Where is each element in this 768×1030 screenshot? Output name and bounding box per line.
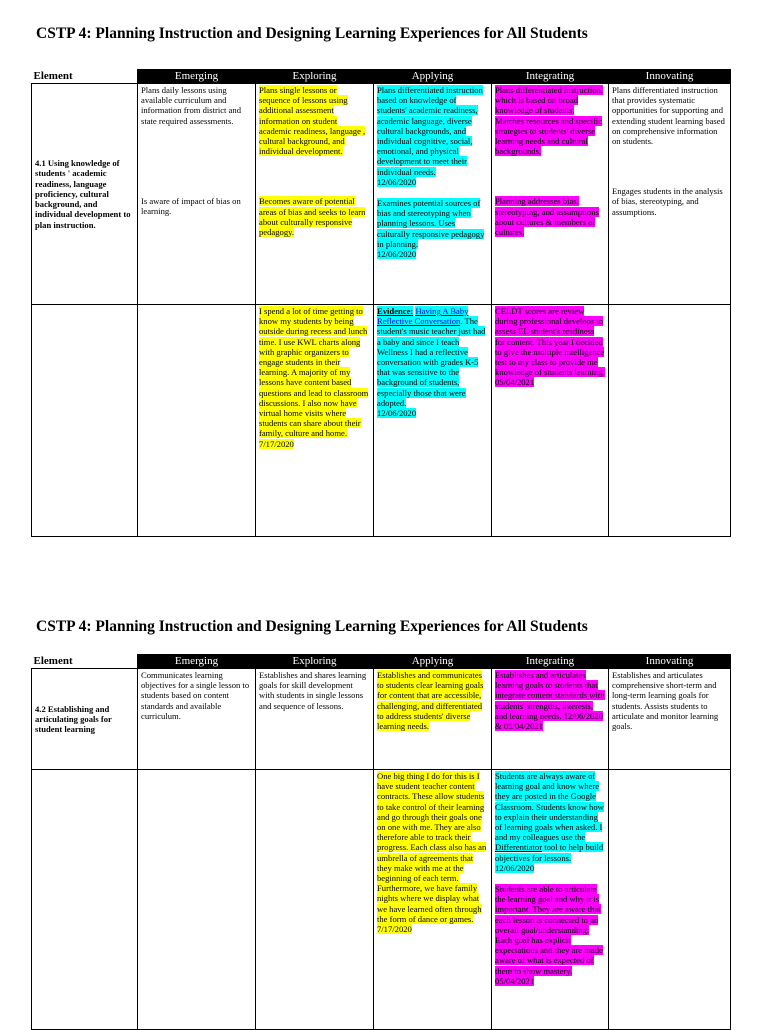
evidence-integrating-cell (492, 305, 609, 537)
applying-text-b: Examines potential sources of bias and stereotyping when planning lessons. Uses culturally responsive pedagogy in planning. (377, 198, 485, 249)
evidence-integrating-text: CELDT scores are review during professional develops to assess EL student's readiness for content. This year I decided to give the multiple intelligence test to my class to provide me knowledge of students learning. (495, 306, 605, 378)
emerging-text-b: Is aware of impact of bias on learning. (141, 195, 241, 217)
header-element-2: Element (32, 655, 138, 669)
evidence-integrating-text-b: Students are able to articulate the learning goal and why it is important. They are aware that each lesson is connected to an overall goal/understanding. Each goal has explicit expectations and they are made aware of what is expected of them to show mastery. 05/04/2021 (495, 884, 603, 986)
emerging-text-a: Plans daily lessons using available curriculum and information from district and state required assessments. (141, 85, 241, 126)
exploring-cell-2: Establishes and shares learning goals for skill development with students in single lessons and sequence of lessons. (256, 669, 374, 770)
element-label-2: 4.2 Establishing and articulating goals for student learning (35, 703, 112, 735)
element-cell (32, 84, 138, 305)
header-applying-2: Applying (374, 655, 492, 669)
integrating-text-b: Planning addresses bias, stereotyping, and assumptions about cultures & members of cultures. (495, 196, 599, 238)
integrating-cell (492, 84, 609, 305)
integrating-cell-2 (492, 669, 609, 770)
header-innovating: Innovating (609, 70, 731, 84)
header-innovating-2: Innovating (609, 655, 731, 669)
exploring-text-b: Becomes aware of potential areas of bias and seeks to learn about culturally responsive pedagogy. (259, 196, 366, 238)
header-applying: Applying (374, 70, 492, 84)
evidence-applying-cell-2 (374, 770, 492, 1030)
exploring-cell (256, 84, 374, 305)
evidence-integrating-text-a-post: tool to help build objectives for lessons. 12/06/2020 (495, 842, 604, 873)
evidence-link[interactable]: Having A Baby Reflective Conversation (377, 306, 469, 327)
innovating-cell-2: Establishes and articulates comprehensive short-term and long-term learning goals for students. Assists students to articulate and monitor learning goals. (609, 669, 731, 770)
emerging-cell (138, 84, 256, 305)
evidence-integrating-text-a-pre: Students are always aware of learning goal and know where they are posted in the Google Classroom. Students know how to explain their understanding of learning goals when asked. I and my colleagues use the (495, 771, 604, 843)
evidence-integrating-date: 05/04/2021 (495, 377, 535, 388)
evidence-innovating-cell-2 (609, 770, 731, 1030)
header-exploring: Exploring (256, 70, 374, 84)
evidence-applying-text: . The student's music teacher just had a baby and since I teach Wellness I had a reflective conversation with grades K-5 that was sensitive to the background of students, especially those that were adopted. (377, 316, 486, 408)
evidence-emerging-cell-2 (138, 770, 256, 1030)
applying-date-b: 12/06/2020 (377, 249, 417, 260)
emerging-cell-2: Communicates learning objectives for a single lesson to students based on content standards and available curriculum. (138, 669, 256, 770)
integrating-text-a: Plans differentiated instruction, which is based on broad knowledge of students. Matches resources and specific strategies to students' diverse learning needs and cultural backgrounds. (495, 85, 603, 157)
applying-text-2: Establishes and communicates to students clear learning goals for content that are accessible, challenging, and differentiated to address students' diverse learning needs. (377, 670, 484, 732)
evidence-exploring-cell (256, 305, 374, 537)
differentiator-link[interactable]: Differentiator (495, 842, 543, 853)
header-element: Element (32, 70, 138, 84)
element-cell-2 (32, 669, 138, 770)
integrating-text-2: Establishes and articulates learning goals to students that integrate content standards with students' strengths, interests, and learning needs. 12/06/2020 & 05/04/2021 (495, 670, 605, 732)
page-title-1: CSTP 4: Planning Instruction and Designing Learning Experiences for All Students (36, 25, 588, 42)
rubric-table-1 (31, 69, 731, 537)
evidence-exploring-text: I spend a lot of time getting to know my students by being outside during recess and lunch time. I use KWL charts along with graphic organizers to engage students in their learning. A majority of my lessons have content based questions and lead to classroom discussions. I also now have virtual home visits where students can share about their family, culture and home. (259, 306, 369, 439)
evidence-applying-cell (374, 305, 492, 537)
header-integrating-2: Integrating (492, 655, 609, 669)
exploring-text-a: Plans single lessons or sequence of lessons using additional assessment information on student academic readiness, language , cultural background, and individual development. (259, 85, 366, 157)
evidence-element-cell (32, 305, 138, 537)
innovating-text-b: Engages students in the analysis of bias, stereotyping, and assumptions. (612, 186, 723, 217)
evidence-integrating-cell-2 (492, 770, 609, 1030)
evidence-label: Evidence: (377, 306, 414, 316)
evidence-innovating-cell (609, 305, 731, 537)
applying-text-a: Plans differentiated instruction based on knowledge of students' academic readiness, academic language, diverse cultural backgrounds, and individual cognitive, social, emotional, and physical development to meet their individual needs. (377, 85, 483, 177)
innovating-text-a: Plans differentiated instruction that provides systematic opportunities for supporting and extending student learning based on comprehensive information on students. (612, 85, 725, 147)
applying-cell (374, 84, 492, 305)
header-integrating: Integrating (492, 70, 609, 84)
innovating-cell (609, 84, 731, 305)
evidence-applying-date: 12/06/2020 (377, 408, 417, 419)
applying-date-a: 12/06/2020 (377, 176, 417, 187)
page-title-2: CSTP 4: Planning Instruction and Designing Learning Experiences for All Students (36, 618, 588, 635)
element-label: 4.1 Using knowledge of students ' academic readiness, language proficiency, cultural background, and individual development to plan instruction. (35, 158, 131, 230)
rubric-table-2 (31, 654, 731, 1030)
evidence-element-cell-2 (32, 770, 138, 1030)
header-emerging-2: Emerging (138, 655, 256, 669)
evidence-applying-text-2: One big thing I do for this is I have student teacher content contracts. These allow students to take control of their learning and go through their goals one on one with me. They are also therefore able to track their progress. Each class also has an umbrella of agreements that they make with me at the beginning of each term. Furthermore, we have family nights where we display what we have learned often through the form of dance or games. (377, 771, 487, 924)
evidence-emerging-cell (138, 305, 256, 537)
evidence-applying-date-2: 7/17/2020 (377, 924, 412, 935)
evidence-exploring-date: 7/17/2020 (259, 438, 294, 449)
applying-cell-2 (374, 669, 492, 770)
evidence-exploring-cell-2 (256, 770, 374, 1030)
header-exploring-2: Exploring (256, 655, 374, 669)
header-emerging: Emerging (138, 70, 256, 84)
